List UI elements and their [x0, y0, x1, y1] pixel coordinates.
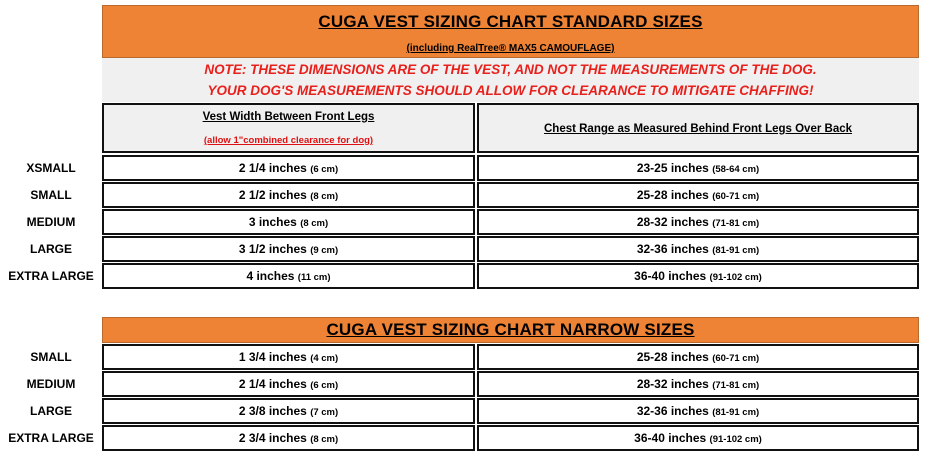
- width-header-label: Vest Width Between Front Legs: [202, 111, 375, 123]
- width-inches: 2 3/8 inches: [238, 404, 311, 418]
- width-cell: [102, 209, 475, 235]
- width-header-clearance: (allow 1"combined clearance for dog): [203, 135, 374, 146]
- chest-inches: 32-36 inches: [636, 404, 713, 418]
- width-cm: (6 cm): [310, 164, 339, 175]
- size-label: MEDIUM: [26, 377, 76, 391]
- standard-sizes-banner: [102, 5, 919, 58]
- width-cell: [102, 344, 475, 370]
- chest-inches: 25-28 inches: [636, 188, 713, 202]
- width-value: [104, 431, 473, 445]
- chest-value: [479, 188, 917, 202]
- chest-value: [479, 242, 917, 256]
- chest-cm: (71-81 cm): [712, 380, 760, 391]
- chest-value: [479, 377, 917, 391]
- chest-cm: (71-81 cm): [712, 218, 760, 229]
- width-cm: (8 cm): [310, 434, 339, 445]
- width-cell: [102, 398, 475, 424]
- width-inches: 3 1/2 inches: [238, 242, 311, 256]
- width-value: [104, 377, 473, 391]
- width-cm: (8 cm): [300, 218, 329, 229]
- chest-inches: 28-32 inches: [636, 215, 713, 229]
- chest-cell: [477, 371, 919, 397]
- width-value: [104, 404, 473, 418]
- note-line-1: NOTE: THESE DIMENSIONS ARE OF THE VEST, AND NOT THE MEASUREMENTS OF THE DOG.: [204, 62, 817, 77]
- chest-value: [479, 161, 917, 175]
- width-cm: (8 cm): [310, 191, 339, 202]
- chest-inches: 23-25 inches: [636, 161, 713, 175]
- chest-cm: (91-102 cm): [709, 434, 762, 445]
- standard-chart-title: CUGA VEST SIZING CHART STANDARD SIZES: [318, 12, 703, 31]
- chest-inches: 36-40 inches: [634, 431, 710, 445]
- chest-inches: 36-40 inches: [634, 269, 710, 283]
- chest-value: [479, 215, 917, 229]
- chest-cell: [477, 236, 919, 262]
- width-cm: (7 cm): [310, 407, 339, 418]
- width-column-header: [102, 103, 475, 153]
- chest-cell: [477, 425, 919, 451]
- chest-cm: (91-102 cm): [709, 272, 762, 283]
- width-inches: 2 1/2 inches: [238, 188, 311, 202]
- width-cell: [102, 155, 475, 181]
- size-label: XSMALL: [26, 161, 76, 175]
- width-cm: (6 cm): [310, 380, 339, 391]
- width-value: [104, 242, 473, 256]
- width-cm: (11 cm): [297, 272, 331, 283]
- width-value: [104, 350, 473, 364]
- size-label: EXTRA LARGE: [8, 431, 94, 445]
- width-value: [104, 188, 473, 202]
- chest-inches: 28-32 inches: [636, 377, 713, 391]
- width-value: [104, 215, 473, 229]
- chest-cm: (81-91 cm): [712, 407, 760, 418]
- narrow-sizes-banner: [102, 317, 919, 343]
- chest-cell: [477, 182, 919, 208]
- chest-cell: [477, 209, 919, 235]
- size-label: LARGE: [30, 242, 72, 256]
- dimensions-note: [102, 58, 919, 102]
- width-cell: [102, 371, 475, 397]
- width-cell: [102, 263, 475, 289]
- chest-inches: 32-36 inches: [636, 242, 713, 256]
- width-cm: (9 cm): [310, 245, 339, 256]
- size-label: EXTRA LARGE: [8, 269, 94, 283]
- chest-header-label: Chest Range as Measured Behind Front Legs Over Back: [543, 123, 853, 135]
- width-inches: 2 1/4 inches: [238, 161, 311, 175]
- chest-value: [479, 350, 917, 364]
- size-label: LARGE: [30, 404, 72, 418]
- note-line-2: YOUR DOG'S MEASUREMENTS SHOULD ALLOW FOR CLEARANCE TO MITIGATE CHAFFING!: [207, 83, 814, 98]
- chest-cm: (81-91 cm): [712, 245, 760, 256]
- width-value: [104, 269, 473, 283]
- chest-cell: [477, 155, 919, 181]
- width-inches: 3 inches: [248, 215, 301, 229]
- chest-inches: 25-28 inches: [636, 350, 713, 364]
- width-inches: 2 3/4 inches: [238, 431, 311, 445]
- chest-value: [479, 431, 917, 445]
- width-cm: (4 cm): [310, 353, 339, 364]
- width-cell: [102, 425, 475, 451]
- chest-column-header: [477, 103, 919, 153]
- chest-cell: [477, 344, 919, 370]
- width-inches: 1 3/4 inches: [238, 350, 311, 364]
- standard-chart-subtitle: (including RealTree® MAX5 CAMOUFLAGE): [406, 43, 615, 54]
- width-inches: 4 inches: [246, 269, 298, 283]
- chest-cm: (60-71 cm): [712, 191, 760, 202]
- width-cell: [102, 236, 475, 262]
- size-label: SMALL: [30, 188, 72, 202]
- width-cell: [102, 182, 475, 208]
- chest-cm: (58-64 cm): [712, 164, 760, 175]
- size-label: MEDIUM: [26, 215, 76, 229]
- chest-value: [479, 404, 917, 418]
- chest-cm: (60-71 cm): [712, 353, 760, 364]
- size-label: SMALL: [30, 350, 72, 364]
- width-inches: 2 1/4 inches: [238, 377, 311, 391]
- narrow-chart-title: CUGA VEST SIZING CHART NARROW SIZES: [326, 320, 695, 339]
- width-value: [104, 161, 473, 175]
- chest-cell: [477, 398, 919, 424]
- chest-value: [479, 269, 917, 283]
- chest-cell: [477, 263, 919, 289]
